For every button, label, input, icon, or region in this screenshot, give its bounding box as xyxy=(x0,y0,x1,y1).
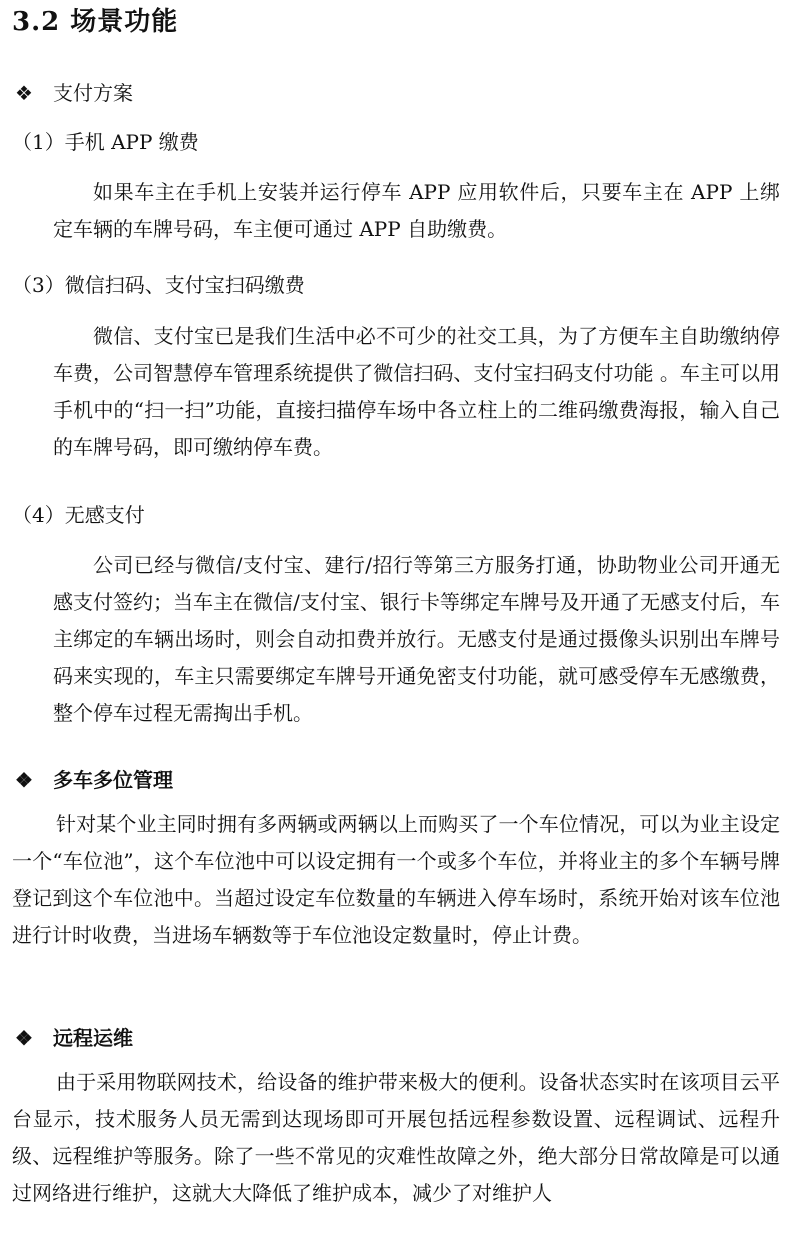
remote-ops-heading-text: 远程运维 xyxy=(53,1026,133,1050)
paragraph-qr-payment: 微信、支付宝已是我们生活中必不可少的社交工具，为了方便车主自助缴纳停车费，公司智慧停车管理系统提供了微信扫码、支付宝扫码支付功能 。车主可以用手机中的“扫一扫”功能，直接扫描停车场中各立柱上的二维码缴费海报，输入自己的车牌号码，即可缴纳停车费。 xyxy=(53,324,780,459)
sub-heading-qr-payment: （3）微信扫码、支付宝扫码缴费 xyxy=(12,273,305,297)
payment-heading xyxy=(15,78,133,108)
remote-ops-heading xyxy=(15,1023,133,1053)
diamond-bullet-icon: ❖ xyxy=(15,81,33,105)
payment-heading-text: 支付方案 xyxy=(53,81,133,105)
multi-car-heading xyxy=(15,765,173,795)
diamond-bullet-icon: ❖ xyxy=(15,1026,33,1050)
sub-heading-app-payment: （1）手机 APP 缴费 xyxy=(12,130,199,154)
paragraph-remote-ops: 由于采用物联网技术，给设备的维护带来极大的便利。设备状态实时在该项目云平台显示，技术服务人员无需到达现场即可开展包括远程参数设置、远程调试、远程升级、远程维护等服务。除了一些不常见的灾难性故障之外，绝大部分日常故障是可以通过网络进行维护，这就大大降低了维护成本，减少了对维护人 xyxy=(12,1070,780,1205)
paragraph-multi-car: 针对某个业主同时拥有多两辆或两辆以上而购买了一个车位情况，可以为业主设定一个“车位池”，这个车位池中可以设定拥有一个或多个车位，并将业主的多个车辆号牌登记到这个车位池中。当超过设定车位数量的车辆进入停车场时，系统开始对该车位池进行计时收费，当进场车辆数等于车位池设定数量时，停止计费。 xyxy=(12,812,780,947)
paragraph-senseless-payment: 公司已经与微信/支付宝、建行/招行等第三方服务打通，协助物业公司开通无感支付签约；当车主在微信/支付宝、银行卡等绑定车牌号及开通了无感支付后，车主绑定的车辆出场时，则会自动扣费并放行。无感支付是通过摄像头识别出车牌号码来实现的，车主只需要绑定车牌号开通免密支付功能，就可感受停车无感缴费，整个停车过程无需掏出手机。 xyxy=(53,553,780,725)
multi-car-heading-text: 多车多位管理 xyxy=(53,768,173,792)
diamond-bullet-icon: ❖ xyxy=(15,768,33,792)
section-title: 3.2 场景功能 xyxy=(12,7,179,37)
paragraph-app-payment: 如果车主在手机上安装并运行停车 APP 应用软件后，只要车主在 APP 上绑定车辆的车牌号码，车主便可通过 APP 自助缴费。 xyxy=(53,180,780,241)
sub-heading-senseless-payment: （4）无感支付 xyxy=(12,503,145,527)
